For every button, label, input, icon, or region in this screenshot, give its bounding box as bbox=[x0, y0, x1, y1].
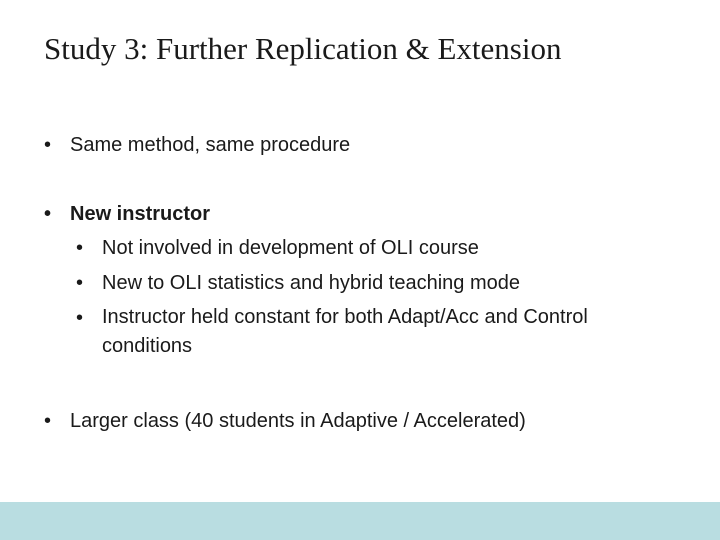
bullet-text: Same method, same procedure bbox=[70, 134, 351, 156]
sub-bullet-item bbox=[76, 305, 622, 361]
bullet-marker: • bbox=[44, 134, 52, 156]
bullet-marker: • bbox=[44, 203, 52, 225]
bullet-item bbox=[44, 408, 526, 434]
sub-bullet-text: Instructor held constant for both Adapt/Acc and Control conditions bbox=[102, 306, 588, 357]
bullet-item bbox=[44, 132, 350, 158]
footer-band bbox=[0, 502, 720, 540]
slide-title: Study 3: Further Replication & Extension bbox=[44, 31, 562, 66]
bullet-marker: • bbox=[76, 237, 84, 259]
bullet-marker: • bbox=[44, 410, 52, 432]
bullet-marker: • bbox=[76, 272, 84, 294]
sub-bullet-item bbox=[76, 235, 622, 261]
bullet-text: Larger class (40 students in Adaptive / Accelerated) bbox=[70, 410, 526, 432]
bullet-text: New instructor bbox=[70, 203, 211, 225]
bullet-item bbox=[44, 201, 210, 227]
sub-bullet-item bbox=[76, 270, 622, 296]
sub-bullet-text: New to OLI statistics and hybrid teaching mode bbox=[102, 272, 520, 294]
bullet-marker: • bbox=[76, 307, 84, 329]
sub-bullet-text: Not involved in development of OLI course bbox=[102, 237, 479, 259]
